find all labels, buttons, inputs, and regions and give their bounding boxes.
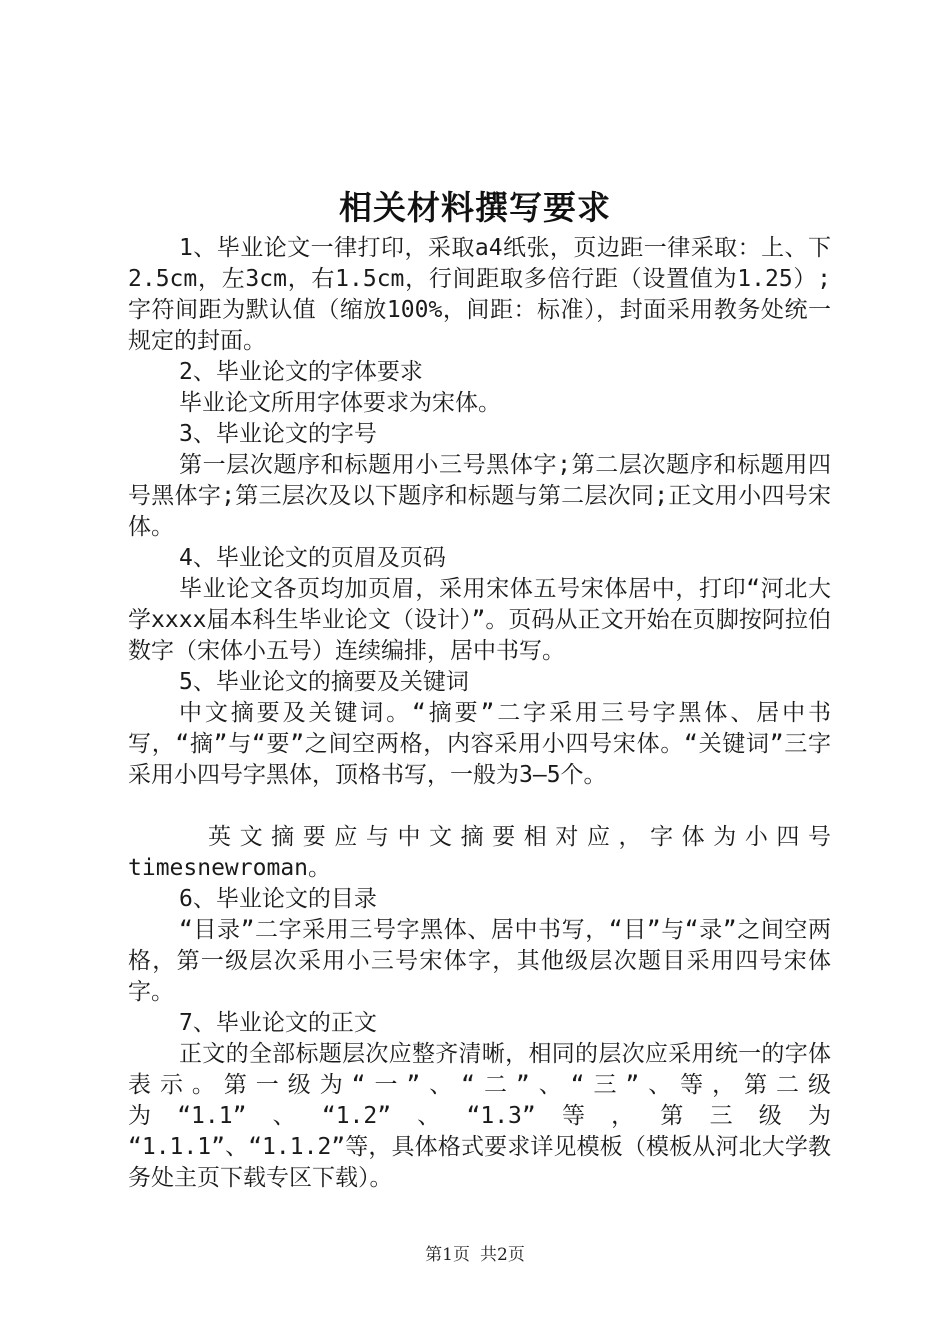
paragraph-5-english-font: timesnewroman。: [128, 855, 332, 881]
heading-3: 3、毕业论文的字号: [179, 421, 377, 447]
blank-line: [128, 791, 831, 822]
paragraph-2: 毕业论文所用字体要求为宋体。: [179, 390, 501, 416]
page-footer: [0, 1240, 950, 1265]
paragraph-7: 正文的全部标题层次应整齐清晰，相同的层次应采用统一的字体表示。第一级为“一”、“二”、“三”、等，第二级为“1.1”、“1.2”、“1.3”等，第三级为: [128, 1041, 831, 1129]
document-title: 相关材料撰写要求: [339, 188, 611, 227]
heading-5: 5、毕业论文的摘要及关键词: [179, 669, 469, 695]
heading-7: 7、毕业论文的正文: [179, 1010, 377, 1036]
paragraph-6: “目录”二字采用三号字黑体、居中书写，“目”与“录”之间空两格，第一级层次采用小三号宋体字，其他级层次题目采用四号宋体字。: [128, 917, 831, 1005]
paragraph-5-english-abstract: 英文摘要应与中文摘要相对应，字体为小四号: [208, 824, 831, 850]
page-total: 共2页: [480, 1245, 525, 1265]
paragraph-1: 1、毕业论文一律打印，采取a4纸张，页边距一律采取：上、下2.5cm，左3cm，右1.5cm，行间距取多倍行距（设置值为1.25）;字符间距为默认值（缩放100%，间距：标准），封面采用教务处统一规定的封面。: [128, 235, 831, 354]
page-number: 第1页: [425, 1245, 470, 1265]
paragraph-3: 第一层次题序和标题用小三号黑体字;第二层次题序和标题用四号黑体字;第三层次及以下题序和标题与第二层次同;正文用小四号宋体。: [128, 452, 831, 540]
paragraph-5: 中文摘要及关键词。“摘要”二字采用三号字黑体、居中书写，“摘”与“要”之间空两格，内容采用小四号宋体。“关键词”三字采用小四号字黑体，顶格书写，一般为3—5个。: [128, 700, 831, 788]
heading-2: 2、毕业论文的字体要求: [179, 359, 423, 385]
document-body: [128, 233, 831, 1194]
paragraph-7-continued: “1.1.1”、“1.1.2”等，具体格式要求详见模板（模板从河北大学教务处主页下载专区下载）。: [128, 1134, 831, 1191]
paragraph-4: 毕业论文各页均加页眉，采用宋体五号宋体居中，打印“河北大学xxxx届本科生毕业论文（设计）”。页码从正文开始在页脚按阿拉伯数字（宋体小五号）连续编排，居中书写。: [128, 576, 831, 664]
heading-4: 4、毕业论文的页眉及页码: [179, 545, 446, 571]
heading-6: 6、毕业论文的目录: [179, 886, 377, 912]
